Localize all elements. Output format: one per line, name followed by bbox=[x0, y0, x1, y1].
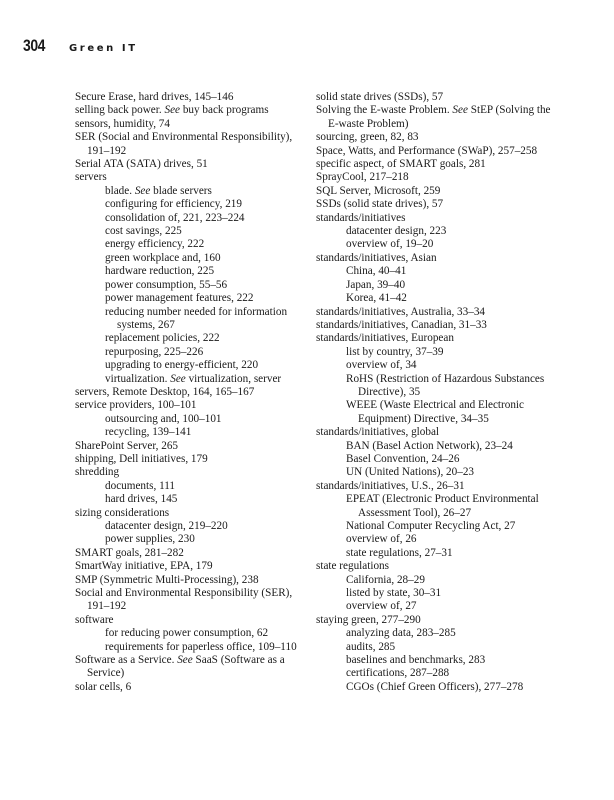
index-entry: staying green, 277–290 bbox=[316, 613, 421, 626]
index-subentry: overview of, 34 bbox=[346, 359, 417, 372]
page-header bbox=[23, 36, 138, 58]
see-reference: See bbox=[177, 654, 193, 667]
index-subentry: cost savings, 225 bbox=[105, 225, 182, 238]
index-entry: servers, Remote Desktop, 164, 165–167 bbox=[75, 385, 255, 398]
index-subentry: state regulations, 27–31 bbox=[346, 546, 453, 559]
index-subentry: datacenter design, 219–220 bbox=[105, 520, 228, 532]
index-subentry: analyzing data, 283–285 bbox=[346, 627, 456, 640]
index-entry: standards/initiatives, global bbox=[316, 426, 440, 439]
index-entry: sizing considerations bbox=[75, 506, 170, 519]
index-entry: standards/initiatives, U.S., 26–31 bbox=[316, 479, 465, 492]
index-entry: servers bbox=[75, 171, 107, 184]
index-entry: SharePoint Server, 265 bbox=[75, 439, 179, 452]
index-entry: standards/initiatives, Asian bbox=[316, 251, 437, 264]
index-entry: Secure Erase, hard drives, 145–146 bbox=[75, 91, 234, 103]
index-subentry: list by country, 37–39 bbox=[346, 345, 444, 358]
index-subentry: datacenter design, 223 bbox=[346, 225, 447, 238]
index-subentry: EPEAT (Electronic Product Environmental Assessment Tool), 26–27 bbox=[346, 493, 539, 519]
index-subentry: power supplies, 230 bbox=[105, 533, 195, 546]
index-entry: SSDs (solid state drives), 57 bbox=[316, 198, 444, 211]
index-subentry: National Computer Recycling Act, 27 bbox=[346, 520, 516, 532]
index-subentry: California, 28–29 bbox=[346, 573, 425, 586]
index-subentry: configuring for efficiency, 219 bbox=[105, 198, 242, 211]
index-entry: SMART goals, 281–282 bbox=[75, 546, 184, 559]
index-subentry: RoHS (Restriction of Hazardous Substances Directive), 35 bbox=[346, 372, 545, 398]
index-entry: sourcing, green, 82, 83 bbox=[316, 131, 419, 144]
index-subentry: Korea, 41–42 bbox=[346, 292, 407, 305]
index-subentry: documents, 111 bbox=[105, 479, 176, 492]
index-subentry: listed by state, 30–31 bbox=[346, 587, 442, 600]
index-subentry: hardware reduction, 225 bbox=[105, 265, 215, 278]
index-entry: SMP (Symmetric Multi-Processing), 238 bbox=[75, 573, 259, 586]
index-subentry: Basel Convention, 24–26 bbox=[346, 452, 460, 465]
index-entry: standards/initiatives, Canadian, 31–33 bbox=[316, 318, 487, 331]
see-reference: See bbox=[452, 104, 468, 117]
index-subentry: China, 40–41 bbox=[346, 265, 407, 278]
index-subentry: outsourcing and, 100–101 bbox=[105, 412, 222, 425]
index-entry: Software as a Service. See SaaS (Software as a Service) bbox=[75, 654, 285, 680]
index-subentry: overview of, 26 bbox=[346, 533, 417, 546]
running-head: Green IT bbox=[69, 43, 138, 54]
index-entry: Social and Environmental Responsibility (SER), 191–192 bbox=[75, 587, 293, 613]
index-entry: service providers, 100–101 bbox=[75, 399, 197, 412]
index-entry: selling back power. See buy back programs bbox=[75, 104, 269, 117]
index-entry: standards/initiatives, Australia, 33–34 bbox=[316, 305, 486, 318]
index-subentry: virtualization. See virtualization, server bbox=[105, 372, 282, 385]
index-subentry: audits, 285 bbox=[346, 640, 396, 653]
index-column-right bbox=[316, 91, 556, 694]
index-subentry: reducing number needed for information systems, 267 bbox=[105, 305, 288, 331]
index-entry: state regulations bbox=[316, 560, 390, 573]
index-entry: SER (Social and Environmental Responsibility), 191–192 bbox=[75, 131, 293, 157]
see-reference: See bbox=[170, 372, 186, 385]
index-entry: shipping, Dell initiatives, 179 bbox=[75, 452, 208, 465]
index-subentry: UN (United Nations), 20–23 bbox=[346, 466, 475, 479]
index-subentry: for reducing power consumption, 62 bbox=[105, 627, 269, 640]
see-reference: See bbox=[164, 104, 181, 117]
see-reference: See bbox=[134, 184, 151, 197]
index-subentry: baselines and benchmarks, 283 bbox=[346, 654, 486, 667]
index-entry: software bbox=[75, 613, 114, 626]
index-subentry: certifications, 287–288 bbox=[346, 667, 450, 680]
index-subentry: requirements for paperless office, 109–110 bbox=[105, 640, 297, 653]
index-entry: SQL Server, Microsoft, 259 bbox=[316, 184, 441, 197]
index-entry: SprayCool, 217–218 bbox=[316, 171, 409, 184]
index-subentry: recycling, 139–141 bbox=[105, 426, 192, 439]
index-subentry: hard drives, 145 bbox=[105, 493, 178, 506]
index-entry: Serial ATA (SATA) drives, 51 bbox=[75, 158, 208, 171]
index-subentry: repurposing, 225–226 bbox=[105, 345, 204, 358]
index-entry: sensors, humidity, 74 bbox=[75, 117, 170, 130]
index-subentry: power management features, 222 bbox=[105, 292, 254, 305]
index-entry: solar cells, 6 bbox=[75, 680, 132, 693]
index-entry: Solving the E-waste Problem. See StEP (Solving the E-waste Problem) bbox=[316, 104, 551, 130]
index-subentry: upgrading to energy-efficient, 220 bbox=[105, 359, 259, 372]
index-entry: specific aspect, of SMART goals, 281 bbox=[316, 158, 486, 171]
index-subentry: power consumption, 55–56 bbox=[105, 278, 228, 291]
index-entry: SmartWay initiative, EPA, 179 bbox=[75, 560, 213, 573]
index-subentry: replacement policies, 222 bbox=[105, 332, 220, 345]
index-subentry: overview of, 27 bbox=[346, 600, 417, 613]
index-subentry: blade. See blade servers bbox=[105, 184, 212, 197]
index-subentry: overview of, 19–20 bbox=[346, 238, 434, 251]
index-entry: standards/initiatives bbox=[316, 211, 406, 224]
index-subentry: WEEE (Waste Electrical and Electronic Equipment) Directive, 34–35 bbox=[346, 399, 525, 425]
index-subentry: green workplace and, 160 bbox=[105, 251, 221, 264]
index-entry: shredding bbox=[75, 466, 120, 479]
page-number: 304 bbox=[23, 36, 46, 55]
index-subentry: consolidation of, 221, 223–224 bbox=[105, 211, 245, 224]
index-subentry: Japan, 39–40 bbox=[346, 278, 406, 291]
index-subentry: energy efficiency, 222 bbox=[105, 238, 205, 251]
index-entry: Space, Watts, and Performance (SWaP), 257–258 bbox=[316, 144, 538, 157]
index-column-left bbox=[75, 91, 300, 694]
index-subentry: BAN (Basel Action Network), 23–24 bbox=[346, 439, 513, 452]
index-subentry: CGOs (Chief Green Officers), 277–278 bbox=[346, 680, 524, 693]
index-entry: solid state drives (SSDs), 57 bbox=[316, 91, 444, 103]
index-entry: standards/initiatives, European bbox=[316, 332, 454, 345]
